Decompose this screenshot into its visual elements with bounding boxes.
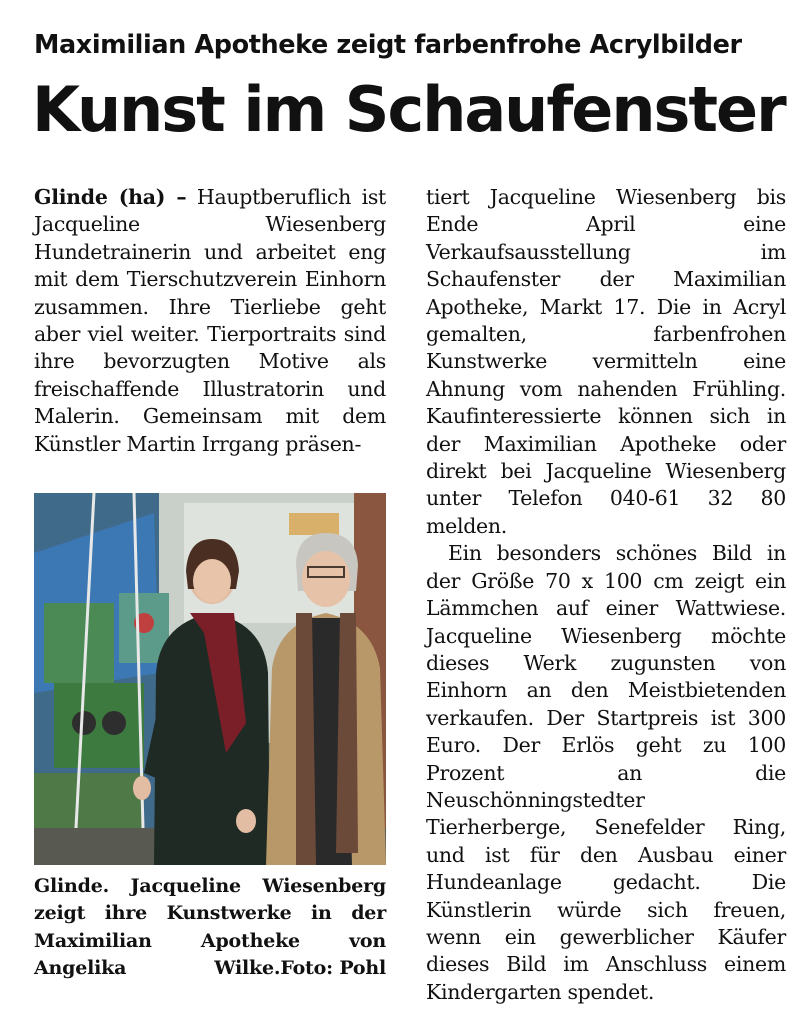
photo-credit: Foto: Pohl (280, 957, 386, 980)
article-paragraph: tiert Jacqueline Wiesenberg bis Ende April eine Verkaufsausstellung im Schaufenster der Maximilian Apotheke, Markt 17. Die in Acryl gemalten, farbenfrohen Kunstwerke vermitteln eine Ahnung vom nahenden Frühling. Kaufinteressierte können sich in der Maximilian Apotheke oder direkt bei Jacqueline Wiesenberg unter Telefon 040-61 32 80 melden. (426, 185, 786, 538)
photo-caption-text: Glinde. Jacqueline Wiesenberg zeigt ihre Kunstwerke in der Maximilian Apotheke von Angelika Wilke. (34, 875, 386, 980)
article-kicker: Maximilian Apotheke zeigt farbenfrohe Acrylbilder (34, 30, 742, 60)
article-paragraph (34, 184, 386, 458)
article-headline: Kunst im Schaufenster (32, 73, 785, 146)
article-lead-in: Glinde (ha) – (34, 185, 187, 209)
article-paragraph: Ein besonders schönes Bild in der Größe 70 x 100 cm zeigt ein Lämmchen auf einer Wattwiese. Jacqueline Wiesenberg möchte dieses Werk zugunsten von Einhorn an den Meistbietenden verkaufen. Der Startpreis ist 300 Euro. Der Erlös geht zu 100 Prozent an die Neuschönningstedter Tierherberge, Senefelder Ring, und ist für den Ausbau einer Hundeanlage gedacht. Die Künstlerin würde sich freuen, wenn ein gewerblicher Käufer dieses Bild im Anschluss einem Kindergarten spendet. (426, 541, 786, 1004)
article-photo (34, 493, 386, 865)
article-column-left (34, 184, 386, 458)
article-text: Hauptberuflich ist Jacqueline Wiesenberg Hundetrainerin und arbeitet eng mit dem Tierschutzverein Einhorn zusammen. Ihre Tierliebe geht aber viel weiter. Tierportraits sind ihre bevorzugten Motive als freischaffende Illustratorin und Malerin. Gemeinsam mit dem Künstler Martin Irrgang präsen- (34, 185, 386, 456)
photo-illustration (34, 493, 386, 865)
article-column-right (426, 184, 786, 1006)
photo-caption (34, 873, 386, 983)
